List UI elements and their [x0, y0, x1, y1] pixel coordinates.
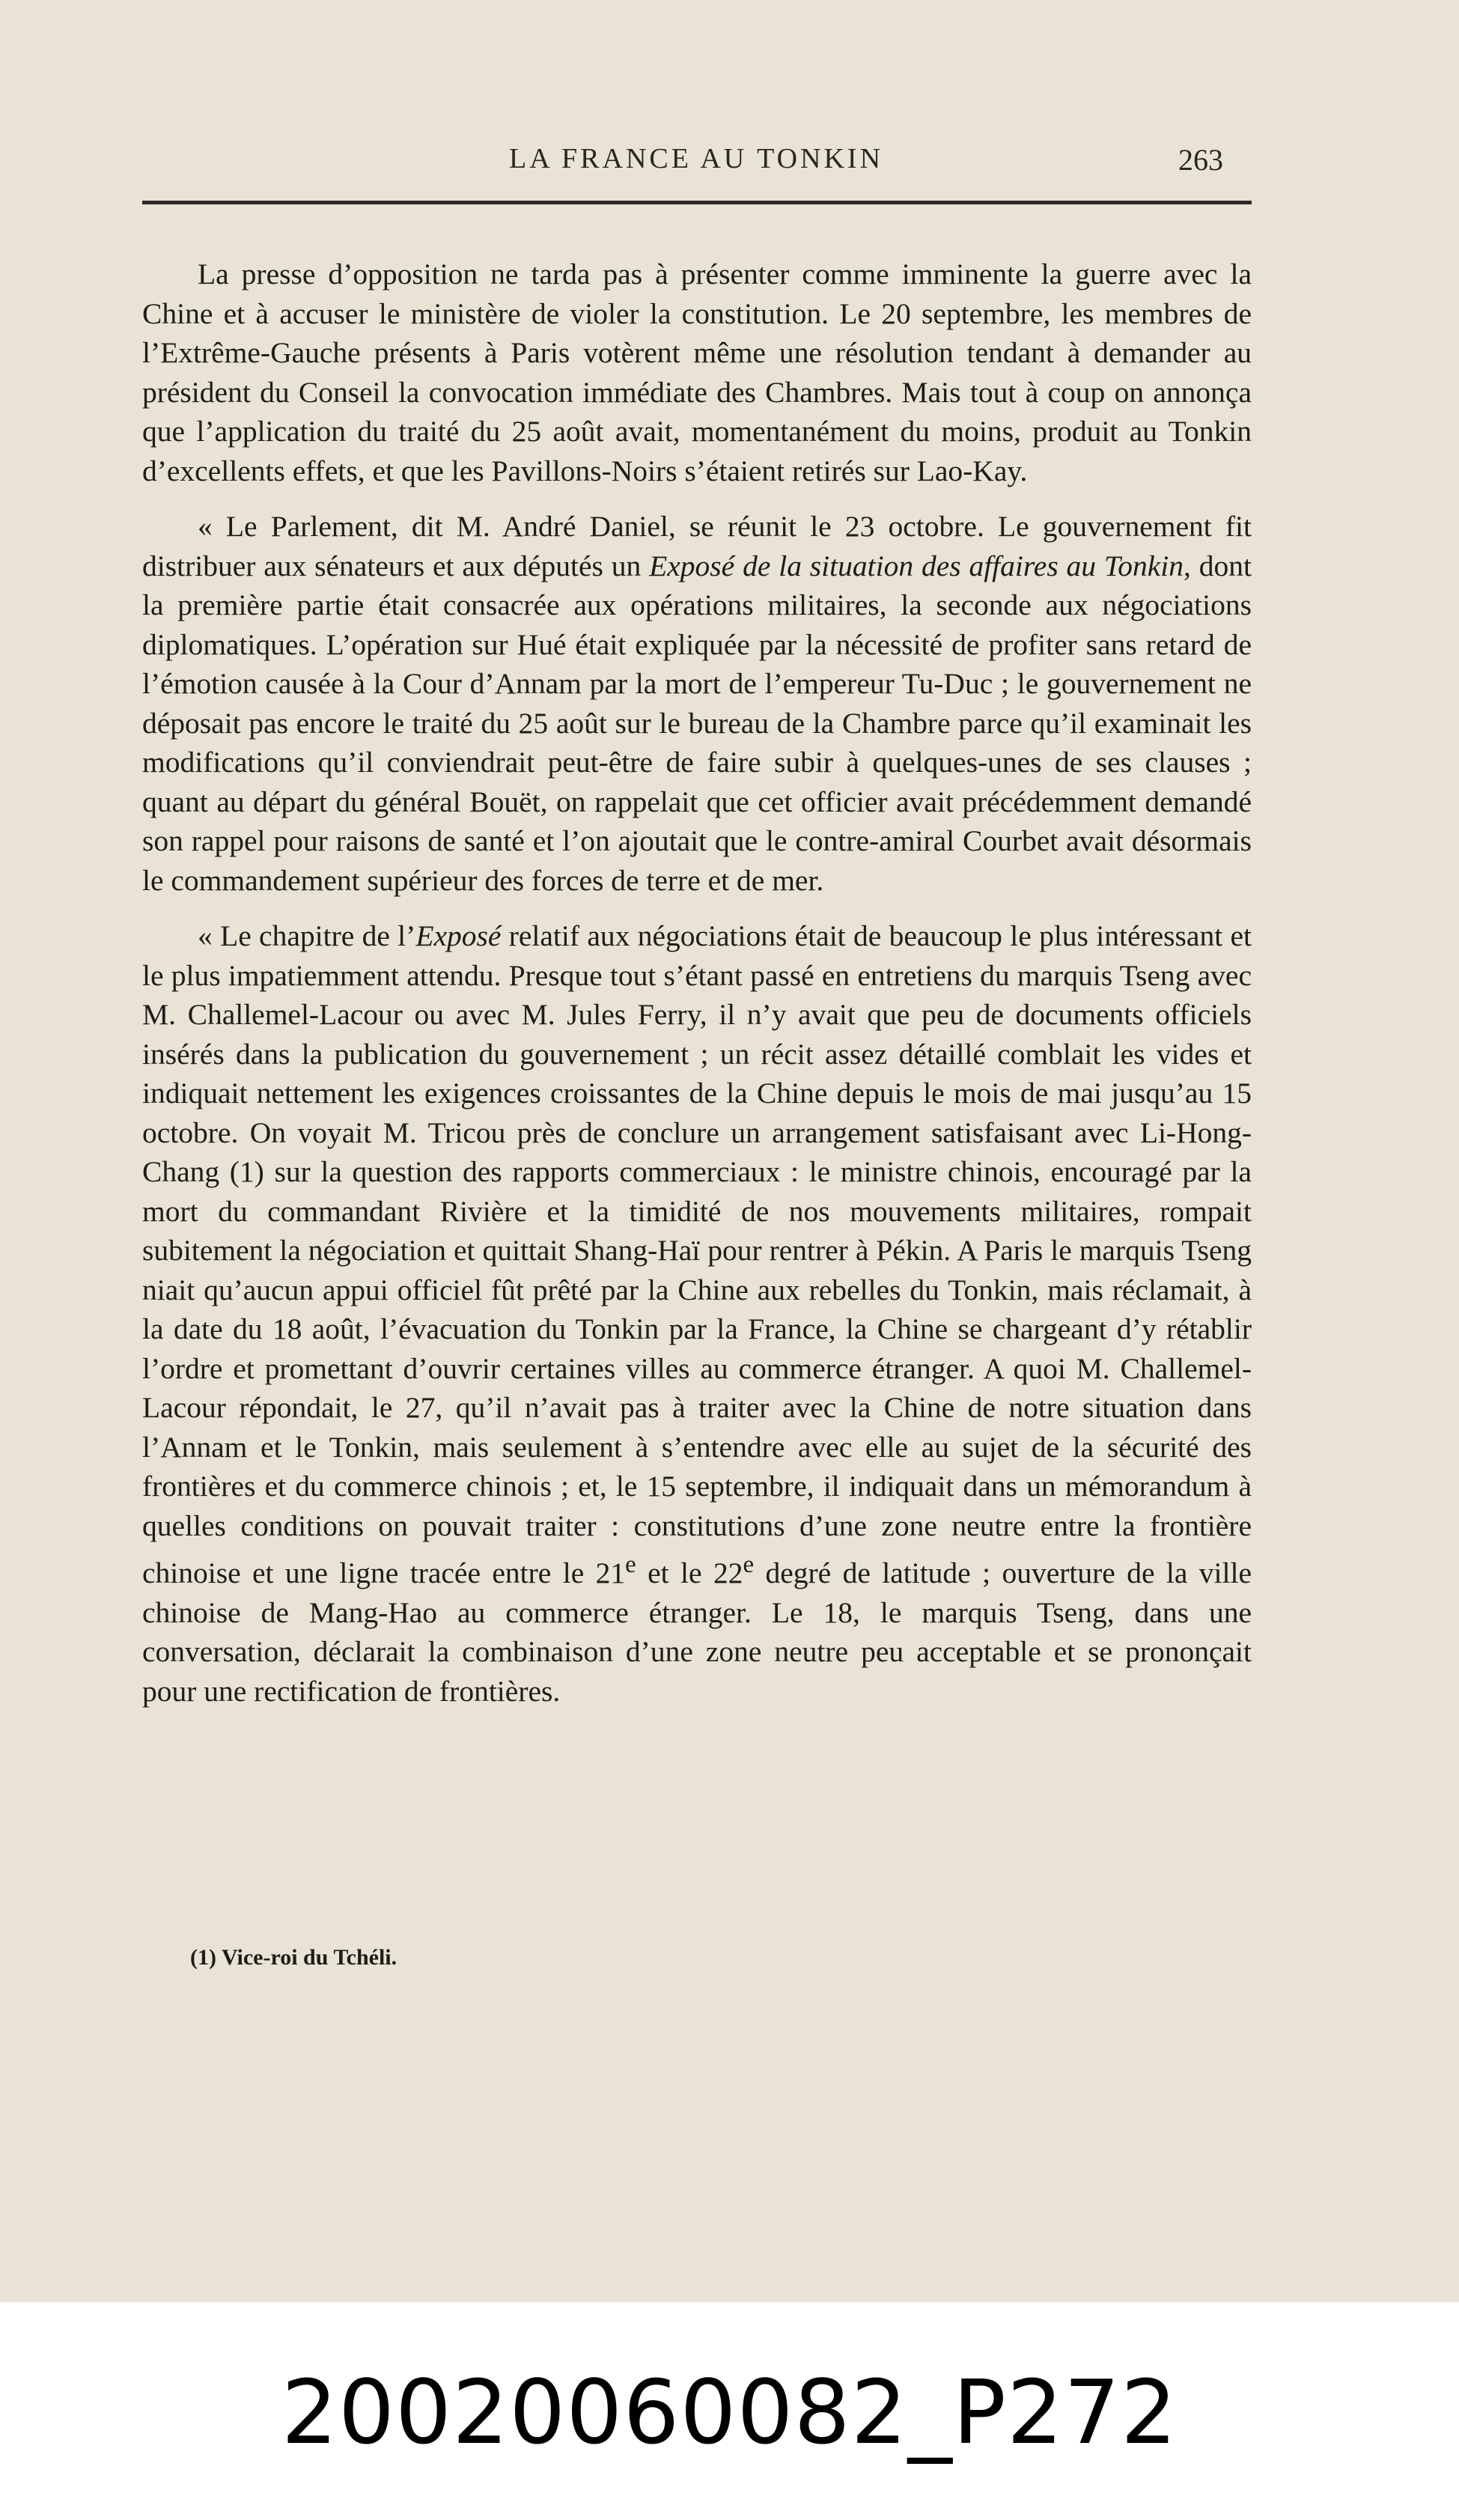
caption-area: [0, 2302, 1459, 2520]
running-title: LA FRANCE AU TONKIN: [508, 143, 884, 174]
page-header: [142, 142, 1250, 187]
text-run: « Le chapitre de l’: [198, 919, 416, 952]
body-paragraph: [142, 916, 1252, 1711]
text-run: degré de latitude ; ouverture de la ville chinoise de Mang-Hao au commerce étranger. Le 18, le marquis Tseng, dans une conversation, déclarait la combinaison d’une zone neutre peu acceptable et se prononçait pour une rectification de frontières.: [142, 1556, 1252, 1708]
superscript-text: e: [625, 1551, 636, 1578]
body-paragraph: [142, 255, 1252, 490]
text-run: relatif aux négociations était de beaucoup le plus intéressant et le plus impatiemment attendu. Presque tout s’étant passé en entretiens du marquis Tseng avec M. Challemel-Lacour ou avec M. Jules Ferry, il n’y avait que peu de documents officiels insérés dans la publication du gouvernement ; un récit assez détaillé comblait les vides et indiquait nettement les exigences croissantes de la Chine depuis le mois de mai jusqu’au 15 octobre. On voyait M. Tricou près de conclure un arrangement satisfaisant avec Li-Hong-Chang (1) sur la question des rapports commerciaux : le ministre chinois, encouragé par la mort du commandant Rivière et la timidité de nos mouvements militaires, rompait subitement la négociation et quittait Shang-Haï pour rentrer à Pékin. A Paris le marquis Tseng niait qu’aucun appui officiel fût prêté par la Chine aux rebelles du Tonkin, mais réclamait, à la date du 18 août, l’évacuation du Tonkin par la France, la Chine se chargeant d’y rétablir l’ordre et promettant d’ouvrir certaines villes au commerce étranger. A quoi M. Challemel-Lacour répondait, le 27, qu’il n’avait pas à traiter avec la Chine de notre situation dans l’Annam et le Tonkin, mais seulement à s’entendre avec elle au sujet de la sécurité des frontières et du commerce chinois ; et, le 15 septembre, il indiquait dans un mémorandum à quelles conditions on pouvait traiter : constitutions d’une zone neutre entre la frontière chinoise et une ligne tracée entre le 21: [142, 919, 1252, 1590]
footnote: (1) Vice-roi du Tchéli.: [190, 1945, 398, 1970]
italic-text: Exposé de la situation des affaires au Tonkin: [649, 549, 1184, 582]
italic-text: Exposé: [415, 919, 502, 952]
image-caption: 20020060082_P272: [281, 2361, 1178, 2464]
header-rule: [142, 201, 1252, 204]
body-text: [142, 255, 1252, 1727]
page-number: 263: [1178, 143, 1223, 177]
text-run: , dont la première partie était consacrée aux opérations militaires, la seconde aux négociations diplomatiques. L’opération sur Hué était expliquée par la nécessité de profiter sans retard de l’émotion causée à la Cour d’Annam par la mort de l’empereur Tu-Duc ; le gouvernement ne déposait pas encore le traité du 25 août sur le bureau de la Chambre parce qu’il examinait les modifications qu’il conviendrait peut-être de faire subir à quelques-unes de ses clauses ; quant au départ du général Bouët, on rappelait que cet officier avait précédemment demandé son rappel pour raisons de santé et l’on ajoutait que le contre-amiral Courbet avait désormais le commandement supérieur des forces de terre et de mer.: [142, 549, 1252, 897]
superscript-text: e: [743, 1551, 755, 1578]
body-paragraph: [142, 507, 1252, 900]
text-run: et le 22: [636, 1556, 743, 1590]
text-run: « Le Parlement, dit M. André Daniel, se réunit le 23 octobre. Le gouvernement fit distribuer aux sénateurs et aux députés un: [142, 510, 1252, 582]
text-run: La presse d’opposition ne tarda pas à présenter comme imminente la guerre avec la Chine et à accuser le ministère de violer la constitution. Le 20 septembre, les membres de l’Extrême-Gauche présents à Paris votèrent même une résolution tendant à demander au président du Conseil la convocation immédiate des Chambres. Mais tout à coup on annonça que l’application du traité du 25 août avait, momentanément du moins, produit au Tonkin d’excellents effets, et que les Pavillons-Noirs s’étaient retirés sur Lao-Kay.: [142, 258, 1252, 487]
footnotes: [190, 1945, 1238, 1970]
